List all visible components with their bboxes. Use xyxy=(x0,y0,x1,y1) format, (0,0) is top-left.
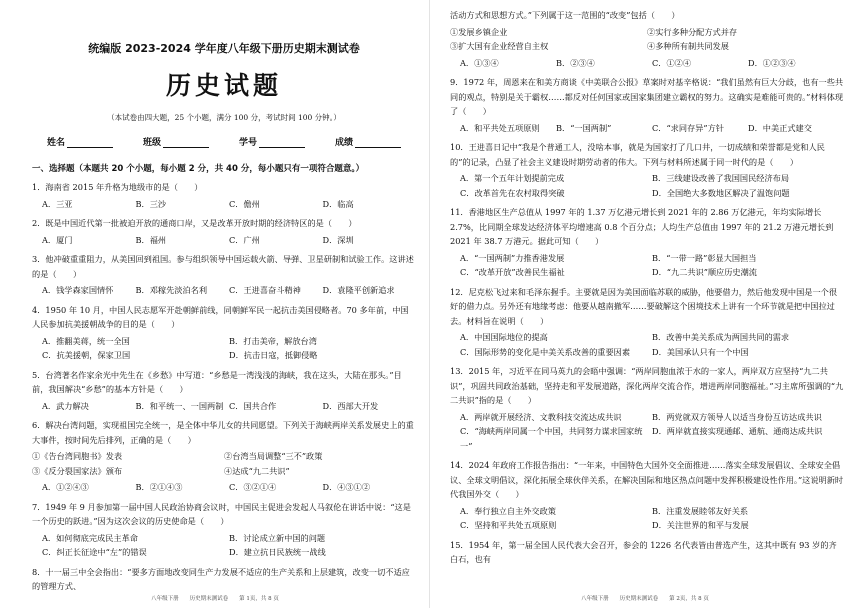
question-text: 7．1949 年 9 月参加第一届中国人民政治协商会议时，中国民主促进会发起人马叙伦在讲话中说：“这是一个历史的跃进。”因为这次会议的历史使命是（ ） xyxy=(32,501,411,526)
answer-option[interactable]: A．奉行独立自主外交政策 xyxy=(460,505,556,516)
answer-option[interactable]: B．邓稼先淡泊名利 xyxy=(135,285,208,295)
question-text: 11．香港地区生产总值从 1997 年的 1.37 万亿港元增长到 2021 年的 2.86 万亿港元，年均实际增长 2.7%，比同期全球发达经济体平均增速高 0.8 个百分点；人均生产总值由 1997 年的 21.2 万港元增长到 2021 年 38.7 万港元。据此可知（ ） xyxy=(450,207,834,246)
answer-option[interactable]: A．如何彻底完成民主革命 xyxy=(42,532,138,543)
answer-options xyxy=(460,504,844,533)
answer-option[interactable]: A．钱学森家国情怀 xyxy=(42,285,114,295)
question-text: 4．1950 年 10 月，中国人民志愿军开赴朝鲜前线，同朝鲜军民一起抗击美国侵略者。70 多年前，中国人民参加抗美援朝战争的目的是（ ） xyxy=(32,304,409,329)
answer-option[interactable]: A．两岸就开展经济、文教科技交流达成共识 xyxy=(460,411,622,422)
page-footer: 八年级下册 历史期末测试卷 第 1页，共 8 页 xyxy=(151,596,279,602)
item: ①《告台湾同胞书》发表 xyxy=(32,451,123,461)
answer-options xyxy=(42,233,416,248)
answer-option[interactable]: B．改善中美关系成为两国共同的需求 xyxy=(652,332,790,342)
answer-option[interactable]: A．①②④③ xyxy=(42,482,89,492)
answer-option[interactable]: C．“改革开放”改善民生福祉 xyxy=(460,267,565,277)
answer-option[interactable]: C．改革首先在农村取得突破 xyxy=(460,187,565,198)
answer-option[interactable]: B．打击美帝，解放台湾 xyxy=(229,335,317,346)
item: ①发展乡镇企业 xyxy=(450,26,508,37)
question-text: 10．王进喜日记中“我是个普通工人，没啥本事，就是为国家打了几口井，一切成绩和荣誉都是党和人民的”的记录，凸显了社会主义建设时期劳动者的伟大。下列与材料所述属于同一时代的是（ ） xyxy=(450,142,825,167)
answer-option[interactable]: A．和平共处五项原则 xyxy=(460,122,540,133)
question-text: 2．既是中国近代第一批被迫开放的通商口岸，又是改革开放时期的经济特区的是（ ） xyxy=(32,218,357,228)
question-items xyxy=(32,449,416,478)
answer-options xyxy=(42,334,416,363)
answer-option[interactable]: D．④③①② xyxy=(322,482,371,492)
answer-option[interactable]: D．抗击日寇，抵御侵略 xyxy=(229,350,318,360)
question-text: 8．十一届三中全会指出：“要多方面地改变同生产力发展不适应的生产关系和上层建筑，改变一切不适应的管理方式、 xyxy=(32,566,410,591)
answer-option[interactable]: D．两岸就直接实现通邮、通航、通商达成共识 xyxy=(652,426,823,436)
question-text: 9．1972 年，周恩来在和美方商谈《中美联合公报》草案时对基辛格说：“我们虽然有巨大分歧，也有一些共同的观点，特别是关于霸权……都反对任何国家或国家集团建立霸权的努力。这确实是难能可贵的。”材料体现了（ ） xyxy=(450,77,844,116)
answer-option[interactable]: D．①②③④ xyxy=(748,57,796,68)
answer-option[interactable]: D．袁隆平创新追求 xyxy=(322,285,395,295)
question-text: 14．2024 年政府工作报告指出：“一年来，中国特色大国外交全面推进……落实全球发展倡议、全球安全倡议、全球文明倡议，深化拓展全球伙伴关系，在解决国际和地区热点问题中发挥积极建设性作用。”这说明新时代我国外交（ ） xyxy=(450,460,844,499)
question-text: 3．他冲破重重阻力，从美国回到祖国。参与组织领导中国运载火箭、导弹、卫星研制和试验工作。这讲述的是（ ） xyxy=(32,254,414,279)
item: ③扩大国有企业经营自主权 xyxy=(450,41,549,51)
answer-option[interactable]: B．和平统一、一国两制 xyxy=(135,400,224,411)
class-field[interactable]: 班级 xyxy=(143,135,209,148)
answer-option[interactable]: D．“九二共识”顺应历史潮流 xyxy=(652,267,757,277)
answer-options xyxy=(42,480,416,495)
answer-option[interactable]: A．中国国际地位的提高 xyxy=(460,332,548,342)
question-text: 15．1954 年，第一届全国人民代表大会召开，参会的 1226 名代表皆由普选产生，这其中既有 93 岁的齐白石，也有 xyxy=(450,539,837,564)
answer-options xyxy=(42,531,416,560)
answer-option[interactable]: D．西部大开发 xyxy=(322,400,379,411)
exam-title: 统编版 2023-2024 学年度八年级下册历史期末测试卷 xyxy=(88,42,360,55)
answer-options xyxy=(42,399,416,414)
answer-options xyxy=(460,56,844,71)
answer-option[interactable]: D．全国绝大多数地区解决了温饱问题 xyxy=(652,187,790,198)
id-field[interactable]: 学号 xyxy=(239,135,305,148)
right-questions xyxy=(450,8,844,567)
exam-note: （本试卷由四大题，25 个小题，满分 100 分，考试时间 100 分钟。） xyxy=(107,113,341,122)
answer-option[interactable]: B．讨论成立新中国的问题 xyxy=(229,532,326,543)
answer-options xyxy=(42,197,416,212)
answer-option[interactable]: A．厦门 xyxy=(42,234,73,245)
answer-option[interactable]: B．三线建设改善了我国国民经济布局 xyxy=(652,173,790,183)
answer-option[interactable]: B．两党就双方领导人以适当身份互访达成共识 xyxy=(652,411,822,422)
item: ②台湾当局调整“三不”政策 xyxy=(224,451,323,461)
answer-option[interactable]: C．①②④ xyxy=(652,57,692,68)
answer-option[interactable]: A．“一国两制”力推香港发展 xyxy=(460,252,565,263)
answer-options xyxy=(460,121,844,136)
name-field[interactable]: 姓名 xyxy=(47,135,113,148)
answer-option[interactable]: C．坚持和平共处五项原则 xyxy=(460,520,557,530)
question-text: 13．2015 年，习近平在同马英九的会晤中强调：“两岸同胞血浓于水的一家人，两岸双方应坚持“九二共识”，巩固共同政治基础，坚持走和平发展道路，深化两岸交流合作，增进两岸同胞福祉。”习主席所强调的“九二共识”指的是（ ） xyxy=(450,366,844,405)
answer-options xyxy=(460,330,844,359)
answer-option[interactable]: C．抗美援朝，保家卫国 xyxy=(42,350,131,360)
question-text: 1．海南省 2015 年升格为地级市的是（ ） xyxy=(32,182,203,192)
section-heading: 一、选择题（本题共 20 个小题，每小题 2 分，共 40 分，每小题只有一项符合题意。） xyxy=(32,164,365,174)
answer-option[interactable]: D．临高 xyxy=(322,198,354,209)
answer-options xyxy=(460,171,844,200)
answer-option[interactable]: C．国共合作 xyxy=(229,400,277,411)
item: ④达成“九二共识” xyxy=(224,465,290,476)
answer-option[interactable]: A．①③④ xyxy=(460,57,499,68)
subject-title: 历史试题 xyxy=(165,71,282,100)
answer-option[interactable]: B．“一国两制” xyxy=(556,122,612,133)
answer-options xyxy=(460,410,844,454)
answer-option[interactable]: C．国际形势的变化是中美关系改善的重要因素 xyxy=(460,346,631,357)
item: ③《反分裂国家法》颁布 xyxy=(32,465,123,476)
question-text: 12．尼克松飞过来和毛泽东握手。主要就是因为美国面临苏联的威胁，他要借力，然后他发现中国是一个很好的借力点。另外还有地缘考虑：他要从越南撤军……要破解这个困境技术上讲有一个环节就是把中国拉过去。材料旨在说明（ ） xyxy=(450,286,838,326)
answer-option[interactable]: A．武力解决 xyxy=(42,400,89,411)
answer-option[interactable]: B．②③④ xyxy=(556,57,595,68)
answer-option[interactable]: D．建立抗日民族统一战线 xyxy=(229,547,326,557)
item: ④多种所有制共同发展 xyxy=(647,41,729,51)
question-items xyxy=(450,25,844,54)
answer-option[interactable]: B．“一带一路”彰显大国担当 xyxy=(652,252,757,263)
answer-option[interactable]: C．广州 xyxy=(229,234,260,245)
item: ②实行多种分配方式并存 xyxy=(647,26,738,37)
answer-option[interactable]: D．美国承认只有一个中国 xyxy=(652,346,749,357)
answer-options xyxy=(460,251,844,280)
answer-option[interactable]: C．儋州 xyxy=(229,198,260,209)
student-info xyxy=(32,135,416,148)
answer-option[interactable]: C．纠正长征途中“左”的错误 xyxy=(42,547,147,557)
score-field[interactable]: 成绩 xyxy=(335,135,401,148)
answer-option[interactable]: A．推翻美蒋，统一全国 xyxy=(42,335,130,346)
answer-option[interactable]: C．“求同存异”方针 xyxy=(652,122,724,133)
answer-option[interactable]: D．中美正式建交 xyxy=(748,122,812,133)
question-text: 活动方式和思想方式。”下列属于这一范围的“改变”包括（ ） xyxy=(450,10,680,20)
question-text: 6．解决台湾问题，实现祖国完全统一，是全体中华儿女的共同愿望。下列关于海峡两岸关系发展史上的重大事件，按时间先后排列，正确的是（ ） xyxy=(32,420,414,445)
answer-option[interactable]: B．福州 xyxy=(135,234,167,245)
left-questions xyxy=(32,180,416,594)
answer-option[interactable]: D．关注世界的和平与发展 xyxy=(652,520,749,530)
answer-option[interactable]: A．三亚 xyxy=(42,198,73,209)
answer-option[interactable]: A．第一个五年计划提前完成 xyxy=(460,173,565,183)
answer-option[interactable]: B．②①④③ xyxy=(135,482,183,492)
answer-option[interactable]: B．三沙 xyxy=(135,198,167,209)
question-text: 5．台湾著名作家余光中先生在《乡愁》中写道：“乡愁是一湾浅浅的海峡，我在这头，大陆在那头。”目前，我国解决“乡愁”的基本方针是（ ） xyxy=(32,369,402,394)
answer-options xyxy=(42,283,416,298)
answer-option[interactable]: C．王进喜奋斗精神 xyxy=(229,285,301,295)
answer-option[interactable]: D．深圳 xyxy=(322,234,354,245)
answer-option[interactable]: C．“海峡两岸同属一个中国，共同努力谋求国家统一” xyxy=(460,426,643,451)
right-page xyxy=(430,0,860,608)
answer-option[interactable]: C．③②①④ xyxy=(229,482,277,492)
answer-option[interactable]: B．注重发展睦邻友好关系 xyxy=(652,505,749,516)
page-footer: 八年级下册 历史期末测试卷 第 2页，共 8 页 xyxy=(581,596,709,602)
